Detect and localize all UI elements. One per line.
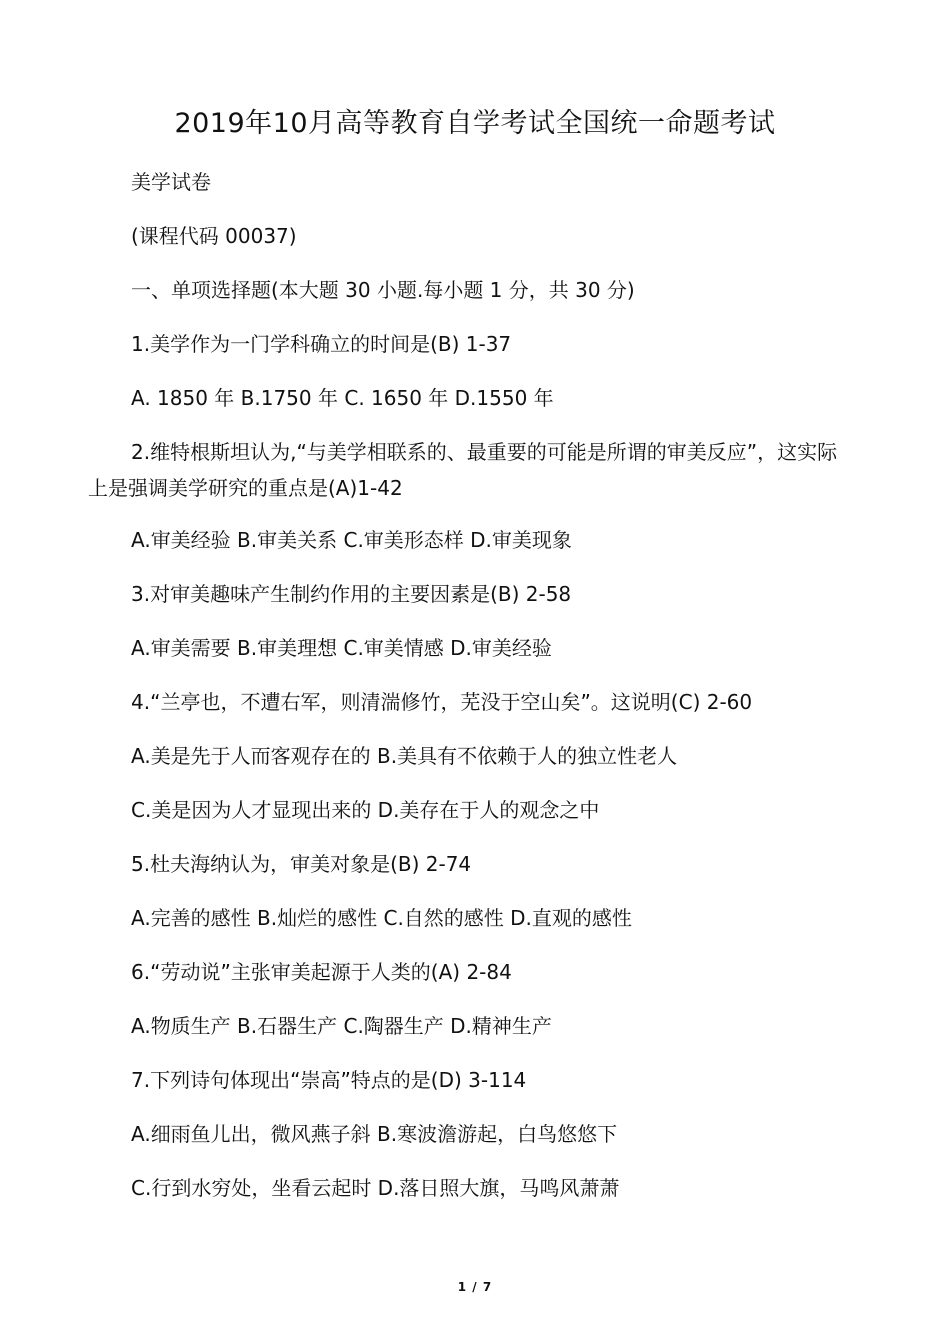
question-2: 2.维特根斯坦认为,“与美学相联系的、最重要的可能是所谓的审美反应”，这实际上是强调美学研究的重点是(A)1-42 — [88, 440, 838, 500]
question-7: 7.下列诗句体现出“崇高”特点的是(D) 3-114 — [131, 1068, 527, 1092]
exam-subject: 美学试卷 — [131, 170, 211, 194]
question-4-options-ab: A.美是先于人而客观存在的 B.美具有不依赖于人的独立性老人 — [131, 744, 678, 768]
question-7-options-ab: A.细雨鱼儿出，微风燕子斜 B.寒波澹游起，白鸟悠悠下 — [131, 1122, 618, 1146]
section-heading: 一、单项选择题(本大题 30 小题.每小题 1 分，共 30 分) — [131, 278, 635, 302]
question-3: 3.对审美趣味产生制约作用的主要因素是(B) 2-58 — [131, 582, 572, 606]
question-4-options-cd: C.美是因为人才显现出来的 D.美存在于人的观念之中 — [131, 798, 600, 822]
question-3-options: A.审美需要 B.审美理想 C.审美情感 D.审美经验 — [131, 636, 552, 660]
course-code: (课程代码 00037) — [131, 224, 297, 248]
question-1: 1.美学作为一门学科确立的时间是(B) 1-37 — [131, 332, 512, 356]
question-2-options: A.审美经验 B.审美关系 C.审美形态样 D.审美现象 — [131, 528, 572, 552]
document-title: 2019年10月高等教育自学考试全国统一命题考试 — [174, 108, 776, 139]
page-indicator: 1 / 7 — [457, 1280, 493, 1294]
question-1-options: A. 1850 年 B.1750 年 C. 1650 年 D.1550 年 — [131, 386, 554, 410]
question-6-options: A.物质生产 B.石器生产 C.陶器生产 D.精神生产 — [131, 1014, 552, 1038]
question-5-options: A.完善的感性 B.灿烂的感性 C.自然的感性 D.直观的感性 — [131, 906, 632, 930]
question-7-options-cd: C.行到水穷处，坐看云起时 D.落日照大旗，马鸣风萧萧 — [131, 1176, 620, 1200]
question-6: 6.“劳动说”主张审美起源于人类的(A) 2-84 — [131, 960, 512, 984]
question-5: 5.杜夫海纳认为，审美对象是(B) 2-74 — [131, 852, 472, 876]
question-4: 4.“兰亭也，不遭右军，则清湍修竹，芜没于空山矣”。这说明(C) 2-60 — [131, 690, 753, 714]
